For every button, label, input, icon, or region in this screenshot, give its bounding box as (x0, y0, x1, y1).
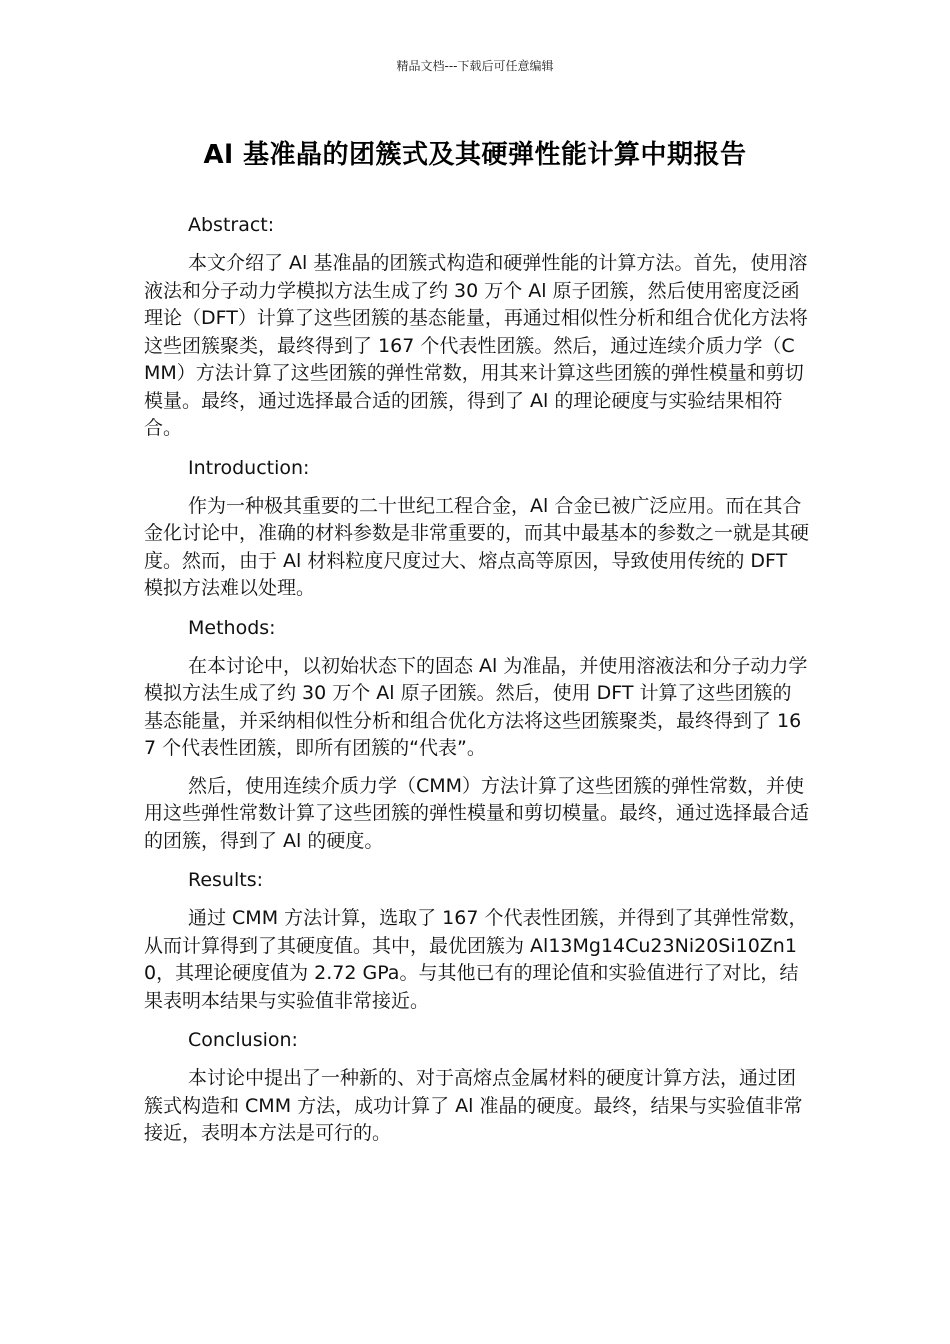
section-introduction (144, 453, 810, 603)
paragraph-results: 通过 CMM 方法计算，选取了 167 个代表性团簇，并得到了其弹性常数，从而计算得到了其硬度值。其中，最优团簇为 Al13Mg14Cu23Ni20Si10Zn10，其理论硬度值为 2.72 GPa。与其他已有的理论值和实验值进行了对比，结果表明本结果与实验值非常接近。 (144, 907, 808, 1012)
document-title: Al 基准晶的团簇式及其硬弹性能计算中期报告 (203, 140, 747, 170)
paragraph-methods-1: 在本讨论中，以初始状态下的固态 Al 为准晶，并使用溶液法和分子动力学模拟方法生成了约 30 万个 Al 原子团簇。然后，使用 DFT 计算了这些团簇的基态能量，并采纳相似性分析和组合优化方法将这些团簇聚类，最终得到了 167 个代表性团簇，即所有团簇的“代表”。 (144, 654, 808, 759)
section-heading-results: Results: (188, 869, 264, 891)
section-results (144, 865, 810, 1015)
section-abstract (144, 210, 810, 443)
section-heading-conclusion: Conclusion: (188, 1029, 298, 1051)
section-heading-methods: Methods: (188, 616, 276, 639)
section-conclusion (144, 1025, 810, 1148)
header-note: 精品文档---下载后可任意编辑 (396, 59, 554, 73)
section-heading-introduction: Introduction: (188, 456, 310, 479)
document-body (144, 210, 810, 1158)
paragraph-conclusion: 本讨论中提出了一种新的、对于高熔点金属材料的硬度计算方法，通过团簇式构造和 CMM 方法，成功计算了 Al 准晶的硬度。最终，结果与实验值非常接近，表明本方法是可行的。 (144, 1067, 803, 1144)
section-methods (144, 613, 810, 856)
paragraph-introduction: 作为一种极其重要的二十世纪工程合金，Al 合金已被广泛应用。而在其合金化讨论中，准确的材料参数是非常重要的，而其中最基本的参数之一就是其硬度。然而，由于 Al 材料粒度尺度过大、熔点高等原因，导致使用传统的 DFT 模拟方法难以处理。 (144, 494, 810, 599)
paragraph-abstract: 本文介绍了 Al 基准晶的团簇式构造和硬弹性能的计算方法。首先，使用溶液法和分子动力学模拟方法生成了约 30 万个 Al 原子团簇，然后使用密度泛函理论（DFT）计算了这些团簇的基态能量，再通过相似性分析和组合优化方法将这些团簇聚类，最终得到了 167 个代表性团簇。然后，通过连续介质力学（CMM）方法计算了这些团簇的弹性常数，用其来计算这些团簇的弹性模量和剪切模量。最终，通过选择最合适的团簇，得到了 Al 的理论硬度与实验结果相符合。 (144, 252, 808, 439)
section-heading-abstract: Abstract: (188, 214, 275, 236)
paragraph-methods-2: 然后，使用连续介质力学（CMM）方法计算了这些团簇的弹性常数，并使用这些弹性常数计算了这些团簇的弹性模量和剪切模量。最终，通过选择最合适的团簇，得到了 Al 的硬度。 (144, 774, 810, 852)
